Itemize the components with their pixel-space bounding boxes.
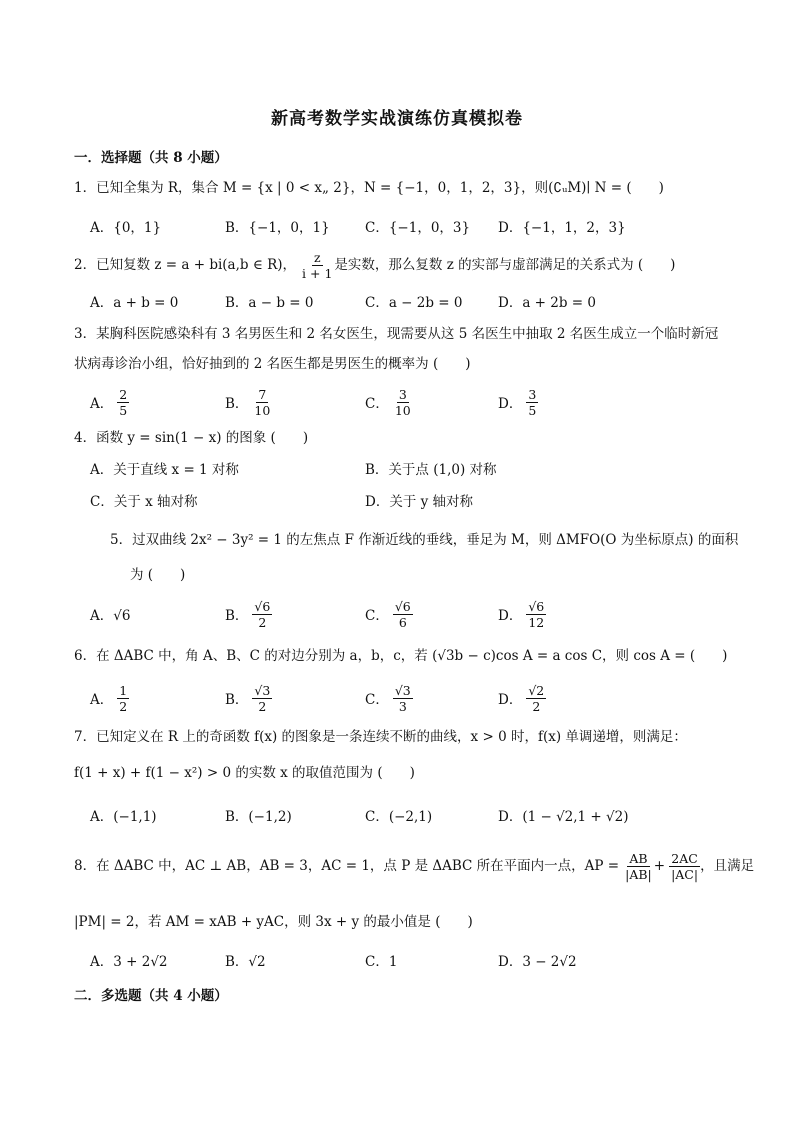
question-4-options-row-1 — [90, 452, 740, 484]
question-5-stem-line-1: 5．过双曲线 2x² − 3y² = 1 的左焦点 F 作渐近线的垂线，垂足为 M，则 ΔMFO(O 为坐标原点) 的面积 — [110, 532, 739, 548]
q6-option-c-label: C． — [365, 692, 389, 708]
q5-option-d-label: D． — [498, 608, 523, 624]
q8-stem-part-1: 8．在 ΔABC 中，AC ⊥ AB，AB = 3，AC = 1，点 P 是 ΔABC 所在平面内一点，AP = — [74, 858, 620, 874]
q6-option-d[interactable] — [498, 680, 546, 716]
question-5-stem-line-2: 为 ( ) — [130, 567, 186, 583]
q6-option-d-fraction — [526, 683, 546, 714]
q6-a-numerator: 1 — [119, 682, 128, 698]
q1-option-d[interactable]: D．{−1，1，2，3} — [498, 220, 626, 236]
q8-f1-numerator: AB — [629, 850, 648, 866]
q6-option-c-fraction — [393, 683, 413, 714]
q4-option-b[interactable]: B．关于点 (1,0) 对称 — [365, 462, 497, 478]
q3-d-numerator: 3 — [528, 386, 537, 402]
q4-option-c[interactable]: C．关于 x 轴对称 — [90, 494, 198, 510]
question-8-options — [90, 942, 740, 978]
q2-stem-part-1: 2．已知复数 z = a + bi(a,b ∈ R)， — [74, 257, 297, 273]
section-heading-single-choice: 一．选择题（共 8 小题） — [74, 150, 228, 166]
q5-b-numerator: √6 — [254, 598, 271, 614]
q3-c-denominator: 10 — [394, 402, 411, 418]
q3-c-numerator: 3 — [398, 386, 407, 402]
q8-stem-part-2: ，且满足 — [700, 858, 755, 874]
q3-option-d-label: D． — [498, 396, 523, 412]
question-4-options-row-2 — [90, 484, 740, 516]
q2-option-d[interactable]: D．a + 2b = 0 — [498, 295, 596, 311]
q3-a-denominator: 5 — [119, 402, 128, 418]
q5-option-b-label: B． — [225, 608, 249, 624]
page-title: 新高考数学实战演练仿真模拟卷 — [271, 109, 523, 129]
q3-d-denominator: 5 — [528, 402, 537, 418]
question-1-options — [90, 208, 740, 244]
q2-fraction-numerator: z — [313, 249, 321, 265]
question-8-stem-line-1 — [74, 848, 755, 884]
q6-option-a[interactable] — [90, 680, 129, 716]
question-7-options — [90, 797, 740, 833]
q3-option-b-fraction — [252, 387, 272, 418]
q6-b-denominator: 2 — [258, 698, 267, 714]
question-7-stem-line-1: 7．已知定义在 R 上的奇函数 f(x) 的图象是一条连续不断的曲线，x > 0 时，f(x) 单调递增，则满足： — [74, 729, 687, 745]
question-6-options — [90, 680, 740, 716]
q5-d-numerator: √6 — [528, 598, 545, 614]
question-7-stem-line-2: f(1 + x) + f(1 − x²) > 0 的实数 x 的取值范围为 ( ) — [74, 765, 415, 781]
q8-fraction-ac — [669, 851, 700, 882]
q8-option-c[interactable]: C．1 — [365, 954, 398, 970]
q3-option-d[interactable] — [498, 384, 538, 420]
section-heading-multiple-choice: 二．多选题（共 4 小题） — [74, 988, 228, 1004]
q7-option-d[interactable]: D．(1 − √2,1 + √2) — [498, 809, 629, 825]
question-3-options — [90, 384, 740, 420]
q2-option-c[interactable]: C．a − 2b = 0 — [365, 295, 463, 311]
q5-option-c-fraction — [393, 599, 413, 630]
q8-f1-denominator: |AB| — [625, 866, 652, 882]
q3-option-c[interactable] — [365, 384, 413, 420]
q8-fraction-ab — [623, 851, 654, 882]
q5-option-c-label: C． — [365, 608, 389, 624]
q2-fraction — [300, 250, 334, 281]
q6-option-b[interactable] — [225, 680, 272, 716]
q1-option-c[interactable]: C．{−1，0，3} — [365, 220, 471, 236]
q3-b-denominator: 10 — [254, 402, 271, 418]
q6-option-b-fraction — [252, 683, 272, 714]
q5-b-denominator: 2 — [258, 614, 267, 630]
question-8-stem-line-2: |PM| = 2，若 AM = xAB + yAC，则 3x + y 的最小值是 ( ) — [74, 914, 473, 930]
q2-option-a[interactable]: A．a + b = 0 — [90, 295, 179, 311]
q6-option-d-label: D． — [498, 692, 523, 708]
q3-option-a-label: A． — [90, 396, 114, 412]
question-2-options — [90, 283, 740, 319]
question-3-stem-line-2: 状病毒诊治小组，恰好抽到的 2 名医生都是男医生的概率为 ( ) — [74, 356, 471, 372]
q5-c-denominator: 6 — [398, 614, 407, 630]
q7-option-a[interactable]: A．(−1,1) — [90, 809, 157, 825]
q3-option-d-fraction — [526, 387, 538, 418]
q5-option-d-fraction — [526, 599, 546, 630]
q5-option-c[interactable] — [365, 596, 413, 632]
q5-option-a[interactable]: A．√6 — [90, 608, 131, 624]
q2-stem-part-2: 是实数，那么复数 z 的实部与虚部满足的关系式为 ( ) — [334, 257, 676, 273]
q5-option-b-fraction — [252, 599, 272, 630]
q8-plus-sign: + — [653, 858, 666, 874]
q5-option-b[interactable] — [225, 596, 272, 632]
question-1-stem: 1．已知全集为 R，集合 M = {x | 0 < x„ 2}，N = {−1，0，1，2，3}，则(∁ᵤM)∣ N = ( ) — [74, 180, 664, 196]
q8-option-b[interactable]: B．√2 — [225, 954, 266, 970]
q6-c-numerator: √3 — [394, 682, 411, 698]
q6-option-a-fraction — [117, 683, 129, 714]
q6-option-c[interactable] — [365, 680, 413, 716]
q3-b-numerator: 7 — [258, 386, 267, 402]
q6-d-denominator: 2 — [532, 698, 541, 714]
q8-f2-denominator: |AC| — [671, 866, 699, 882]
question-6-stem: 6．在 ΔABC 中，角 A、B、C 的对边分别为 a，b，c，若 (√3b − c)cos A = a cos C，则 cos A = ( ) — [74, 648, 728, 664]
q3-option-a-fraction — [117, 387, 129, 418]
q8-option-a[interactable]: A．3 + 2√2 — [90, 954, 168, 970]
q3-option-c-fraction — [393, 387, 413, 418]
q1-option-b[interactable]: B．{−1，0，1} — [225, 220, 330, 236]
q5-c-numerator: √6 — [394, 598, 411, 614]
q5-option-d[interactable] — [498, 596, 546, 632]
q7-option-c[interactable]: C．(−2,1) — [365, 809, 433, 825]
q2-fraction-denominator: i + 1 — [302, 265, 333, 281]
q6-d-numerator: √2 — [528, 682, 545, 698]
q7-option-b[interactable]: B．(−1,2) — [225, 809, 292, 825]
question-3-stem-line-1: 3．某胸科医院感染科有 3 名男医生和 2 名女医生，现需要从这 5 名医生中抽取 2 名医生成立一个临时新冠 — [74, 326, 719, 342]
q6-option-b-label: B． — [225, 692, 249, 708]
question-4-stem: 4．函数 y = sin(1 − x) 的图象 ( ) — [74, 430, 309, 446]
q4-option-d[interactable]: D．关于 y 轴对称 — [365, 494, 474, 510]
q5-d-denominator: 12 — [528, 614, 545, 630]
q2-option-b[interactable]: B．a − b = 0 — [225, 295, 314, 311]
q4-option-a[interactable]: A．关于直线 x = 1 对称 — [90, 462, 239, 478]
q6-b-numerator: √3 — [254, 682, 271, 698]
q8-f2-numerator: 2AC — [671, 850, 698, 866]
q3-option-b[interactable] — [225, 384, 272, 420]
q6-option-a-label: A． — [90, 692, 114, 708]
question-2-stem — [74, 250, 734, 280]
q3-a-numerator: 2 — [119, 386, 128, 402]
q6-c-denominator: 3 — [398, 698, 407, 714]
q3-option-a[interactable] — [90, 384, 129, 420]
q3-option-b-label: B． — [225, 396, 249, 412]
q1-option-a[interactable]: A．{0，1} — [90, 220, 162, 236]
q8-option-d[interactable]: D．3 − 2√2 — [498, 954, 577, 970]
question-5-options — [90, 596, 740, 632]
q3-option-c-label: C． — [365, 396, 389, 412]
q6-a-denominator: 2 — [119, 698, 128, 714]
